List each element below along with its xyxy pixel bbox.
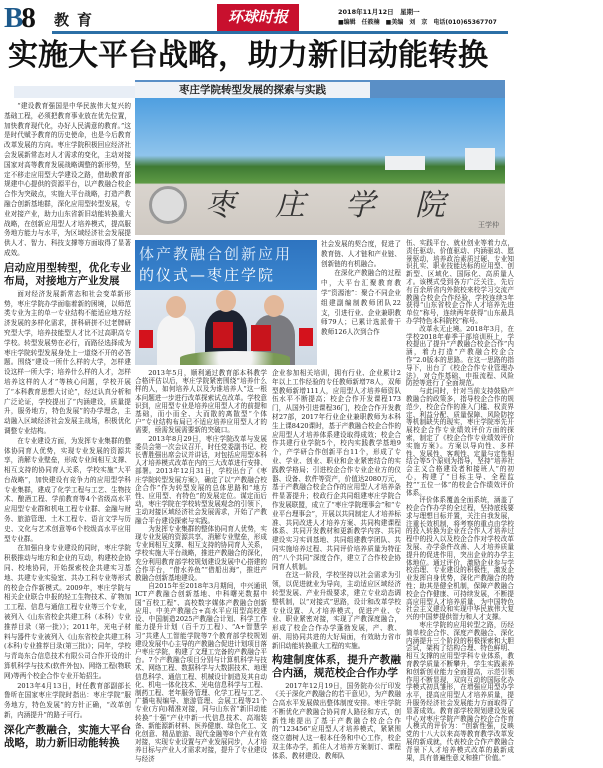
article-column-2 bbox=[135, 369, 267, 763]
person-head bbox=[264, 295, 284, 317]
paragraph: 社会发展的契合度，促进了教育链、人才链和产业链、创新链的有机融合。 bbox=[321, 240, 401, 268]
paragraph: “建设教育强国是中华民族伟大复兴的基础工程，必须把教育事业放在优先位置，加快教育现代化，办好人民满意的教育。”这是时代赋予教育的历史使命，也是今后教育改革发展的方向。枣庄学院积极回应经济社会发展新常态对人才需求的变化，主动对接国家对高等教育发展战略调整的新形势，坚定不移走应用型大学建设之路，借助教育部规建中心提供的资源平台，以产教融合校企合作为突破点，实施大平台战略，打造产教融合创新基地群，深化应用型转型发展，专业对接产业，助力山东省新旧动能转换重大战略，在创新应用型人才培养模式，提高服务地方能力与水平，为区域经济社会发展提供人才、智力、科技支撑等方面取得了显著成效。 bbox=[4, 102, 131, 257]
person-head bbox=[166, 296, 186, 318]
flag bbox=[139, 330, 153, 348]
subheading: 启动应用型转型，优化专业布局，对接地方产业发展 bbox=[4, 261, 131, 287]
paragraph: 在专业建设方面，为发挥专业集群的整体协同育人优势，实现专业发展的资源共享，消解专业壁垒，形成专业间相互支撑、相互支持的协同育人关系，学校实施“大平台战略”，加快建设有竞争力的应用型学科专业集群，建成了化学工程与工艺、生物技术、酿酒工程、学前教育等4个省级高水平应用型专业群和机电工程专业群、金融与财务、旅游管理、土木工程专、语言文学与历史、文化与艺术创意等6个校级高水平应用型专业群。 bbox=[4, 436, 131, 543]
paragraph: 2017年12月19日，国务院办公厅印发《关于深化产教融合的若干意见》，为产教融合高水平发展做出整体制度安排。枣庄学院不断优化产教融合协同育人路径和方式，创新性地提出了基于产教融合校企合作的“123456”应用型人才培养模式，紧紧围绕立德树人这一根本任务和中心工作，校企双主体办学，抓住人才培养方案制订、课程体系、教材建设、教师队 bbox=[272, 681, 401, 760]
paragraph: 在加强自身专业建设的同时，枣庄学院积极推动与地方和企业的互动，构建校企协同、校地协同，开始探索校企共建实习基地、共建专业实验室、共办工科专业等形式的校企合作新模式。2009年，枣庄学院与相关企业联合申报的轻工生物技术、矿物加工工程、信息与通信工程专业等三个专业，被列入《山东省校企共建工科（本科）专业推荐目录（第一批）》；2011年，光电子材料与器件专业被列入《山东省校企共建工科(本科)专业推荐目录(第三批)》；同年，学校与青岛东合信息技术有限公司合作开设的计算机科学与技术(软件外包)、网络工程(物联网)等两个校企合作专业开始招生。 bbox=[4, 544, 131, 680]
subheading: 构建制度体系，提升产教融合内涵，规范校企合作办学 bbox=[272, 653, 401, 679]
campus-photo bbox=[135, 98, 505, 235]
paragraph: 自2015年至2018年3月期间，中兴通讯ICT产教融合创新基地、中科曙光数据中国“百校工程”、高校数字媒体产教融合创新应用、中美产教融合+高水平应用型高校建设、中国制造2025产教融合计划、科学工作能力提升计划（百千万工程）、“A+智慧学习”共建人工智能学院等7个教育部学校规划建设发展中心主导的产教融合促进计划项目落户枣庄学院，构建了文理工完备的产教融合平台。7个产教融合项目分别与计算机科学与技术、网络工程、数据科学与大数据技术、地理信息科学、通信工程、机械设计制造及其自动化、机电一体化技术、光电信息科学与工程、制药工程、老年服务管理、化学工程与工艺、广播电视编导、旅游管理、会展工程等21个专业(方向)精准对接，同与山东省“新旧动能转换”十强“产业中新一代信息技术、高端装备、新能源新材料、医养健康、绿色化工、文化创意、精品旅游、现代金融等8个产业有效对接，实现专业设置与产业发展同步，人才培养目标与产业人才需求对接，提升了专业建设与经济 bbox=[135, 582, 267, 763]
paragraph: 在深化产教融合的过程中，大平台汇聚教育教学“资源池”：聚合不同企业组建副编制教师团队22支，引进行业、企业兼职教师79人；已累计选派骨干教师126人次到合作 bbox=[321, 269, 401, 337]
subheading: 深化产教融合，实施大平台战略，助力新旧动能转换 bbox=[4, 723, 131, 749]
article-column-4 bbox=[406, 240, 514, 762]
banner-band-left bbox=[14, 86, 135, 98]
flower-arrangement bbox=[180, 351, 290, 365]
header-rule bbox=[52, 31, 508, 34]
article-column-3 bbox=[272, 369, 401, 761]
paragraph: 2013年4月13日，时任教育部副部长鲁昕在国家枣庄学院时指出：枣庄学院“服务地方，特色发展”的方针正确，“改革创新，内涵提升”的路子可行。 bbox=[4, 681, 131, 720]
building bbox=[385, 156, 425, 170]
editor-credits: ■编辑 任筱楠 ■美编 刘 京 电话(010)65367707 bbox=[338, 19, 497, 26]
article-column-3-top bbox=[321, 240, 401, 338]
section-name: 教育 bbox=[54, 11, 101, 29]
flag bbox=[299, 328, 313, 346]
paragraph: 评价体系覆盖全面系统，涵盖了校企合作办学的全过程，坚持底线要求与理想目标并置，关注自我发展，注重长效机制，将考察的重点由学校的投入转换为企业在合作人才培养过程中的投入以及校企合作对学校改革发展、办学条件改善、人才培养质量提升的促进作用，突出企业的办学主体地位。通过评价，激励企业参与学校治理、专业建设的积极性，激发企业发挥自身优势，深化产教融合的特性；助其是健全机制，保障产教融合校企合作健康、可持续发展，不断提高应用型人才培养质量，为中国特色社会主义建设和实现中华民族伟大复兴的中国梦提供智力和人才支撑。 bbox=[406, 496, 514, 622]
page-number bbox=[4, 3, 34, 33]
paragraph: 企业参加相关培训，拥有行业、企业累计2年以上工作经验的专任教师新增78人，双师型教师新增111人，应用型人才培养师资队伍水平不断提高；校企合作开发课程173门，从国外引进课程36门，校企合作开发教材27部，2017年行业企业兼职教师为本科生上课8420课时，基于产教融合校企合作的应用型人才培养体系建设取得成效；校企合作共建行业学院5个，校内实践教学基地9个，产学研合作创新平台11个，形成了专业、学业、创业、职业和企业紧密结合的实践教学格局；引进校企合作专业企业方的仪器、设备、软件等资产，价值达2080万元，基于产教融合校企合作的应用型人才培养条件显著提升；校政行企共同组建枣庄学院合作发展联盟，成立了“枣庄学院理事会”和“专业平台理事会”，开展以共同制定人才培养标准、共同改进人才培养方案、共同构建课程体系、共同开发教材和更新教学内容、共同建设实习实训基地、共同组建教学团队、共同实施培养过程、共同评价培养质量为特征的“八个共同”深度合作，建立了合作校企协同育人机制。 bbox=[272, 369, 401, 571]
article-column-1 bbox=[4, 102, 131, 752]
page-letter: B bbox=[4, 2, 22, 34]
paragraph: 为发挥专业集群的整体协同育人优势，实现专业发展的资源共享，消解专业壁垒，形成专业间相互支撑、相互支持的协同育人关系，学校实施大平台战略，推进产教融合的深化，充分利用教育部学校规划建设发展中心搭建的合作平台，“借水养鱼”“借船出海”，推进产教融合创新基地建设。 bbox=[135, 524, 267, 583]
calligraphy-inscription: 枣庄学院 bbox=[205, 188, 485, 223]
red-folder bbox=[251, 325, 271, 351]
newspaper-logo: 环球时报 bbox=[217, 4, 299, 31]
building bbox=[465, 148, 495, 170]
paragraph: 伍、实践平台、就业创业等着力点，责任驱动、价值驱动、内涵驱动、愿景驱动，培养政治素质过硬、专业知识扎实、职业技能达标的应用型、创新型、区域化、国际化、高质量人才。该模式受到各方广泛关注，先后有百余所省内外院校来校学习交流产教融合校企合作经验，学校连续3年获得“山东省校企合作人才培养先进单位”称号，连续两年获得“山东最具办学特色本科院校”称号。 bbox=[406, 239, 514, 325]
person-head bbox=[216, 290, 236, 312]
paragraph: 改革永无止境。2018年3月，在学校2018年春季干部培训班上，学校提出了提升“产教融合校企合作”内涵，着力打造“产教融合校企合作”2.0版本的思路。在这一思路的指导下，出台了《校企合作专业管理办法》，对合作基础、申报流程、风险防控等进行了全面规范。 bbox=[406, 324, 514, 388]
ceremony-banner-line2: 的仪式—枣庄学院 bbox=[139, 266, 276, 284]
signing-ceremony-photo bbox=[135, 240, 317, 365]
paragraph: 在这一阶段，学校坚持以社会需求为引领，以促进就业为导向，主动适应区域经济转型发展、产业升级要求，建立专业动态调整机制，以“对接式”思路，设计和改革学校专业设置、人才培养模式，促进产业、专业、职业紧密对接，实现了产教深度融合，形成了校企合作办学蓬勃发展，产、教、研、用协同共进的大好局面，有效助力省市新旧动能转换重大工程的实施。 bbox=[272, 571, 401, 650]
page-headline: 实施大平台战略，助力新旧动能转换 bbox=[8, 38, 488, 73]
paragraph: 与此同时，针对当前支持鼓励产教融合的政策多，指导校企合作的规范少，校企合作的准入门槛、权责界定、利益分配、质量保障、风险防控等机制缺失的现实，枣庄学院率先开展校企合作专业绩效评价方面的探索，制定了《校企合作专业绩效评价实施方案》。方案以导向性、多样性、发展性、客观性、定量与定性相结合等5个原则为指导，坚持“培养社会主义合格建设者和接班人”的初心，构建了“目标主导、全程监控”“五位一体”的校企合作绩效评价体系。 bbox=[406, 387, 514, 497]
paragraph: 枣庄学院的应用转型之路，历经简单校企合作、深度产教融合、深化内涵提升三个阶段的积极探索和大胆尝试，架构了结构合理、特色鲜明、相互支撑的应用型学科专业体系，教育教学质量不断攀升，学生实践素养和创新创业能力全面提高，示范引领作用不断显现，双向互动的国际化办学模式初具雏形，在增强应用型办学水平，提高应用型人才培养质量，提升服务经济社会发展能力方面取得了显著成效。教育部学校规划建设发展中心对枣庄学院产教融合校企合作育人模式的评价为：“创新性强，反映党的十八大以来高等教育教学改革发展的新成就，代表校企合作产教融合背景下人才培养模式改革的最新成果，具有普遍性意义和推广价值。” bbox=[406, 621, 514, 762]
paragraph: 2013年5月，顺利通过教育部本科教学合格评估以后，枣庄学院紧密围绕“培养什么样的人，如何培养人以及为谁培养人”这一根本问题进一步进行改革探索试点改革。学校意识到，应用型专业是培养应用型人才的前提和基础，而小而全、大而散的离散型“个体户”专业结构布局已不适应培养应用型人才的需要，亟需发展需要新的突破口。 bbox=[135, 369, 267, 435]
page-digit: 8 bbox=[21, 2, 34, 34]
school-seal-icon bbox=[149, 186, 187, 224]
calligraphy-signature: 王学仲 bbox=[478, 221, 499, 229]
issue-date: 2018年11月12日 星期一 bbox=[338, 8, 420, 16]
ceremony-banner-line1: 体产教融合创新应用 bbox=[139, 245, 293, 263]
paragraph: 2013年8月29日，枣庄学院改革与发展委员会第一次会议召开，时任党委副书记、校长曹胜强出席会议并讲话，对包括应用型本科人才培养模式改革在内的三大改革进行安排、部署。2013年12月31日，学校出台了《枣庄学院转型发展方案》，确定了以“产教融合校企合作”作为转型发展的总体思路和“地方性、应用型、有特色”的发展定位。谋定而后动，枣庄学院在学校转型发展观念的引领下，主动对接区域经济社会发展需求，开始了产教融合平台建设探索与实践。 bbox=[135, 434, 267, 525]
paragraph: 面对经济发展新常态和社会变革新形势，枣庄学院办学面临着新的困境，以师范类专业为主的单一专业结构不能适应地方经济发展的多样化需求，拼科研拼不过老牌研究型大学，培养技能型人才比不过高职高专学校。转型发展势在必行，而路径选择成为枣庄学院转型发展身处上一道绕不开的必答题。围绕“建设一所什么样的大学，怎样建设这样一所大学；培养什么样的人才，怎样培养这样的人才”等核心问题，学校开展了“本科教育思想大讨论”，经过认真分析和广泛论证，学校提出了“内涵建设，质量提升，服务地方，特色发展”的办学理念，主动融入区域经济社会发展主战场，积极优化调整专业结构。 bbox=[4, 289, 131, 435]
red-folder bbox=[213, 322, 233, 348]
feature-title: 枣庄学院转型发展的探索与实践 bbox=[135, 82, 370, 98]
